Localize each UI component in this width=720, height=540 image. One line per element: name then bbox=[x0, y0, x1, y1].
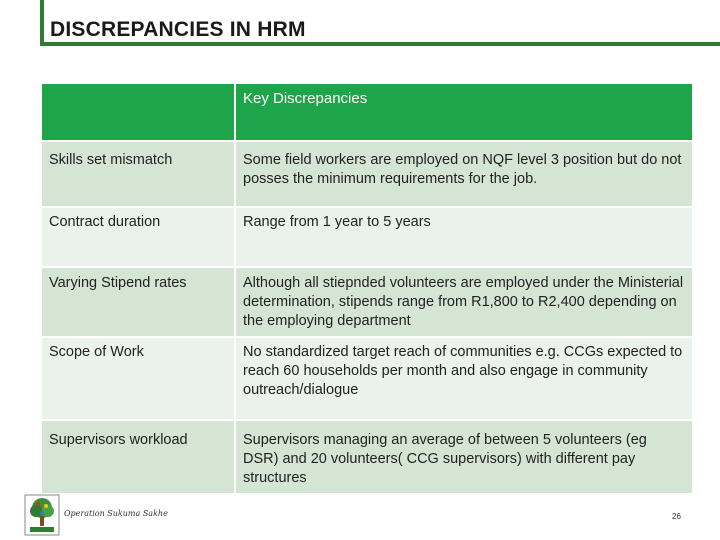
row-label: Varying Stipend rates bbox=[42, 267, 235, 337]
row-label: Supervisors workload bbox=[42, 420, 235, 494]
table-row bbox=[42, 141, 693, 207]
row-label: Scope of Work bbox=[42, 337, 235, 420]
page-number: 26 bbox=[672, 512, 681, 521]
row-text: Although all stiepnded volunteers are employed under the Ministerial determination, stipends range from R1,800 to R2,400 depending on the employing department bbox=[235, 267, 693, 337]
slide-title: DISCREPANCIES IN HRM bbox=[50, 18, 306, 41]
table-header-row bbox=[42, 84, 693, 141]
row-label: Skills set mismatch bbox=[42, 141, 235, 207]
discrepancies-table bbox=[42, 84, 694, 495]
row-text: No standardized target reach of communities e.g. CCGs expected to reach 60 households per month and also engage in community outreach/dialogue bbox=[235, 337, 693, 420]
header-cell-key-discrepancies: Key Discrepancies bbox=[235, 84, 693, 141]
row-text: Some field workers are employed on NQF level 3 position but do not posses the minimum requirements for the job. bbox=[235, 141, 693, 207]
table-row bbox=[42, 420, 693, 494]
row-text: Supervisors managing an average of between 5 volunteers (eg DSR) and 20 volunteers( CCG supervisors) with different pay structures bbox=[235, 420, 693, 494]
table-row bbox=[42, 267, 693, 337]
table-row bbox=[42, 337, 693, 420]
row-label: Contract duration bbox=[42, 207, 235, 267]
tree-logo-icon bbox=[24, 494, 60, 536]
footer-org-name: Operation Sukuma Sakhe bbox=[64, 509, 168, 518]
header-cell-empty bbox=[42, 84, 235, 141]
table-row bbox=[42, 207, 693, 267]
row-text: Range from 1 year to 5 years bbox=[235, 207, 693, 267]
